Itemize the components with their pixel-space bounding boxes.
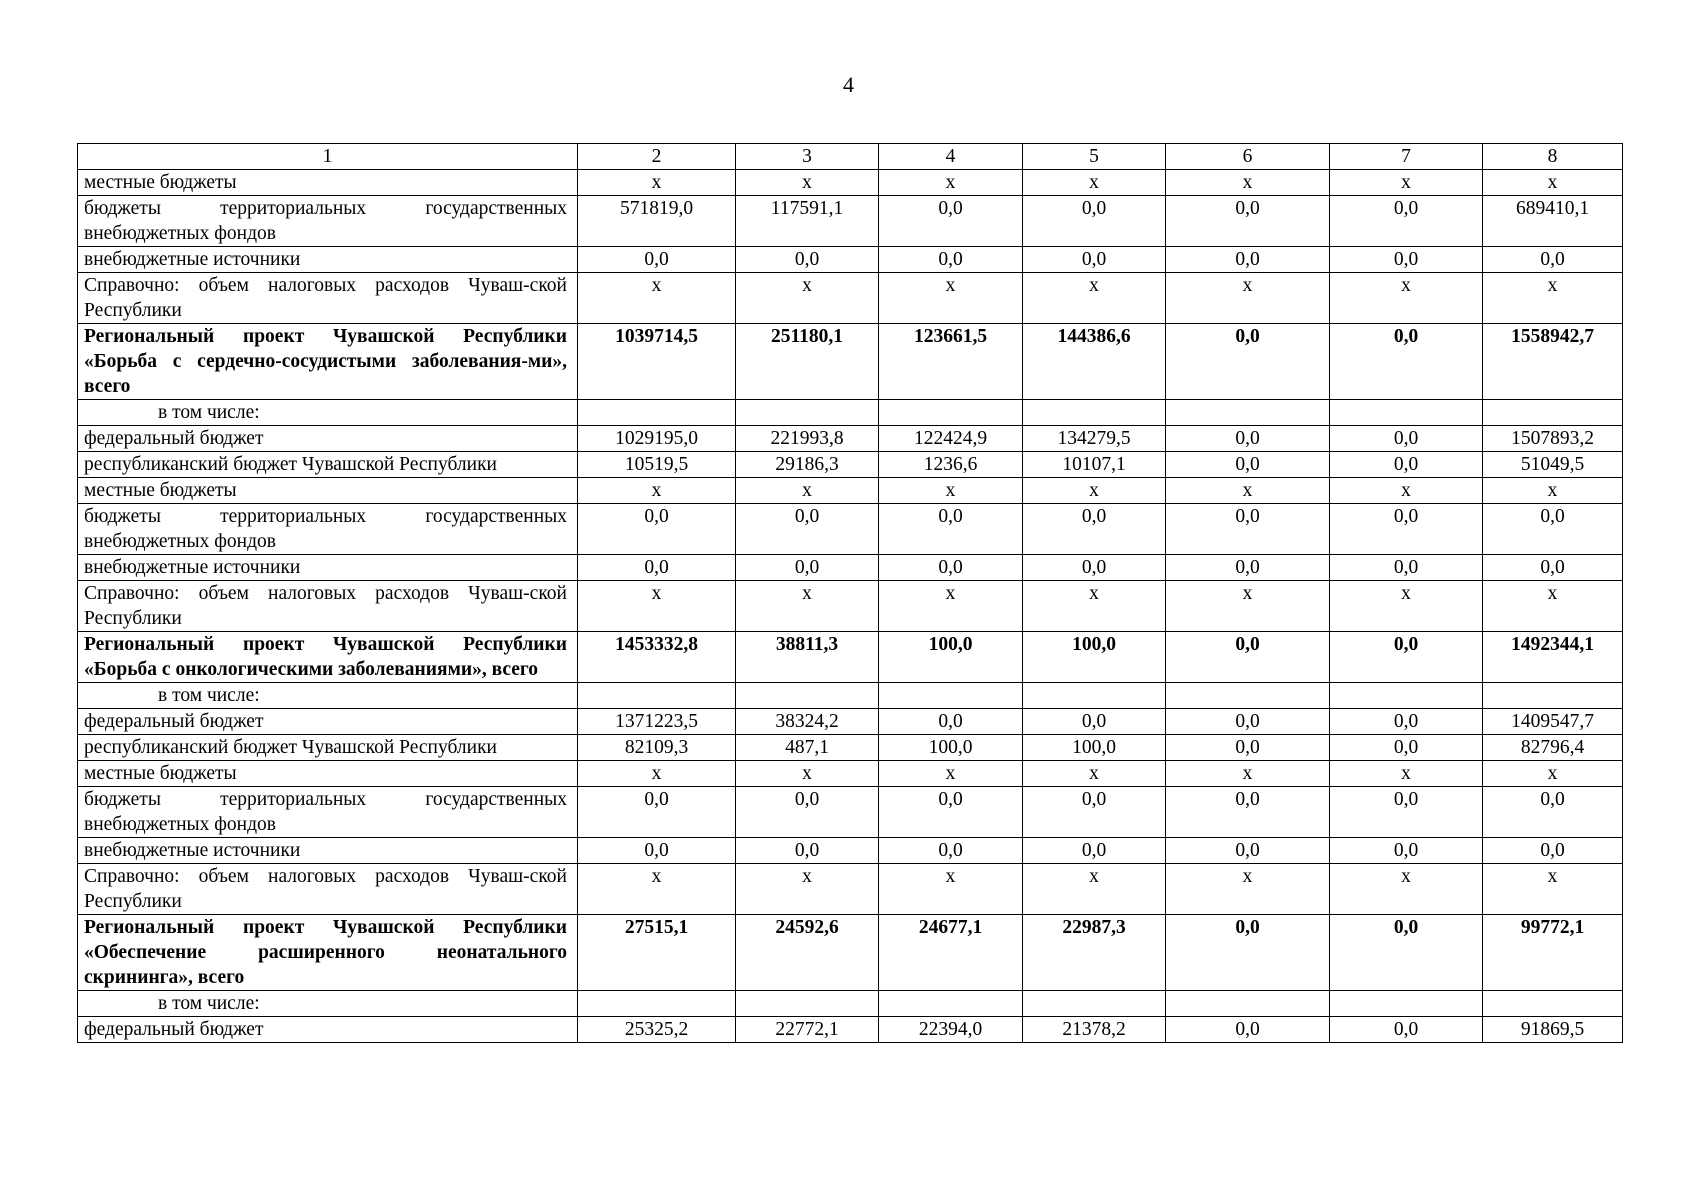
value-cell: 0,0 — [1330, 196, 1483, 247]
value-cell: 0,0 — [1166, 196, 1330, 247]
value-cell: 0,0 — [578, 787, 736, 838]
value-cell: 21378,2 — [1023, 1017, 1166, 1043]
value-cell: 0,0 — [1166, 247, 1330, 273]
value-cell: 0,0 — [1330, 915, 1483, 991]
value-cell: 0,0 — [1330, 452, 1483, 478]
value-cell: 0,0 — [1483, 247, 1623, 273]
value-cell: 0,0 — [1166, 787, 1330, 838]
value-cell: 0,0 — [1166, 735, 1330, 761]
value-cell: 0,0 — [1330, 555, 1483, 581]
value-cell — [1330, 683, 1483, 709]
table-row — [78, 247, 1623, 273]
value-cell: 134279,5 — [1023, 426, 1166, 452]
value-cell: 251180,1 — [736, 324, 879, 400]
value-cell — [1023, 991, 1166, 1017]
value-cell: 0,0 — [736, 247, 879, 273]
row-label: республиканский бюджет Чувашской Республики — [78, 452, 578, 478]
value-cell: x — [1483, 864, 1623, 915]
value-cell: 0,0 — [1330, 324, 1483, 400]
value-cell: x — [1483, 761, 1623, 787]
value-cell — [1483, 400, 1623, 426]
value-cell: x — [1023, 761, 1166, 787]
value-cell: x — [1166, 170, 1330, 196]
row-label: внебюджетные источники — [78, 838, 578, 864]
table-row — [78, 504, 1623, 555]
table-header-row — [78, 144, 1623, 170]
value-cell: 22987,3 — [1023, 915, 1166, 991]
value-cell: 117591,1 — [736, 196, 879, 247]
value-cell: 0,0 — [1166, 504, 1330, 555]
value-cell: 122424,9 — [879, 426, 1023, 452]
table-row — [78, 709, 1623, 735]
value-cell: x — [879, 581, 1023, 632]
value-cell: x — [736, 170, 879, 196]
value-cell: 0,0 — [578, 838, 736, 864]
row-label: Региональный проект Чувашской Республики «Обеспечение расширенного неонатального скрининга», всего — [78, 915, 578, 991]
header-cell: 8 — [1483, 144, 1623, 170]
table-row — [78, 555, 1623, 581]
table-row — [78, 452, 1623, 478]
header-cell: 2 — [578, 144, 736, 170]
value-cell: 0,0 — [879, 247, 1023, 273]
value-cell: 1039714,5 — [578, 324, 736, 400]
table-row — [78, 426, 1623, 452]
value-cell: x — [736, 478, 879, 504]
value-cell: x — [1483, 478, 1623, 504]
subheading-row — [78, 400, 1623, 426]
value-cell: x — [736, 864, 879, 915]
project-total-row — [78, 632, 1623, 683]
value-cell: 0,0 — [1166, 709, 1330, 735]
value-cell — [1483, 683, 1623, 709]
value-cell: x — [736, 761, 879, 787]
project-total-row — [78, 915, 1623, 991]
value-cell — [1483, 991, 1623, 1017]
row-label: Справочно: объем налоговых расходов Чуваш-ской Республики — [78, 864, 578, 915]
value-cell: 24592,6 — [736, 915, 879, 991]
value-cell: 0,0 — [1166, 838, 1330, 864]
value-cell: x — [736, 273, 879, 324]
value-cell: x — [1023, 864, 1166, 915]
value-cell: 100,0 — [1023, 735, 1166, 761]
value-cell: 0,0 — [578, 247, 736, 273]
value-cell: 0,0 — [1330, 426, 1483, 452]
table-row — [78, 1017, 1623, 1043]
value-cell — [1166, 400, 1330, 426]
row-label: местные бюджеты — [78, 761, 578, 787]
value-cell — [879, 400, 1023, 426]
value-cell: x — [879, 273, 1023, 324]
header-cell: 5 — [1023, 144, 1166, 170]
value-cell: 1453332,8 — [578, 632, 736, 683]
row-label: федеральный бюджет — [78, 1017, 578, 1043]
value-cell: 29186,3 — [736, 452, 879, 478]
value-cell: x — [578, 581, 736, 632]
value-cell: 0,0 — [1330, 787, 1483, 838]
value-cell: x — [1166, 273, 1330, 324]
value-cell: 0,0 — [1483, 787, 1623, 838]
value-cell: 10519,5 — [578, 452, 736, 478]
value-cell: 38324,2 — [736, 709, 879, 735]
value-cell — [879, 991, 1023, 1017]
value-cell: 82796,4 — [1483, 735, 1623, 761]
value-cell: 0,0 — [1023, 555, 1166, 581]
value-cell: 91869,5 — [1483, 1017, 1623, 1043]
value-cell: 487,1 — [736, 735, 879, 761]
value-cell: 100,0 — [879, 735, 1023, 761]
value-cell: 1492344,1 — [1483, 632, 1623, 683]
value-cell: 0,0 — [578, 504, 736, 555]
value-cell: 0,0 — [1330, 838, 1483, 864]
table-row — [78, 761, 1623, 787]
subheading-row — [78, 683, 1623, 709]
value-cell: 0,0 — [736, 504, 879, 555]
value-cell: 100,0 — [1023, 632, 1166, 683]
value-cell: 0,0 — [736, 555, 879, 581]
row-label: местные бюджеты — [78, 170, 578, 196]
value-cell: 0,0 — [1023, 709, 1166, 735]
value-cell: x — [879, 864, 1023, 915]
value-cell: 0,0 — [1166, 452, 1330, 478]
value-cell — [1023, 400, 1166, 426]
row-label: бюджеты территориальных государственных внебюджетных фондов — [78, 196, 578, 247]
value-cell: 1409547,7 — [1483, 709, 1623, 735]
row-label: бюджеты территориальных государственных внебюджетных фондов — [78, 504, 578, 555]
value-cell — [1166, 683, 1330, 709]
value-cell: x — [1330, 478, 1483, 504]
value-cell: 0,0 — [1166, 426, 1330, 452]
value-cell — [1330, 400, 1483, 426]
value-cell: x — [1483, 581, 1623, 632]
row-label: в том числе: — [78, 400, 578, 426]
value-cell: 1371223,5 — [578, 709, 736, 735]
table-row — [78, 170, 1623, 196]
value-cell: 51049,5 — [1483, 452, 1623, 478]
value-cell: x — [1166, 581, 1330, 632]
value-cell: 689410,1 — [1483, 196, 1623, 247]
subheading-row — [78, 991, 1623, 1017]
value-cell: x — [578, 170, 736, 196]
value-cell: 99772,1 — [1483, 915, 1623, 991]
value-cell: x — [1483, 273, 1623, 324]
value-cell: 0,0 — [1166, 915, 1330, 991]
table-row — [78, 273, 1623, 324]
value-cell: 0,0 — [1330, 632, 1483, 683]
table-row — [78, 196, 1623, 247]
value-cell: 0,0 — [1330, 709, 1483, 735]
table-row — [78, 581, 1623, 632]
row-label: Справочно: объем налоговых расходов Чуваш-ской Республики — [78, 581, 578, 632]
value-cell: 0,0 — [578, 555, 736, 581]
value-cell: 24677,1 — [879, 915, 1023, 991]
value-cell: 0,0 — [1023, 838, 1166, 864]
value-cell: 100,0 — [879, 632, 1023, 683]
value-cell: x — [1483, 170, 1623, 196]
value-cell: x — [1166, 761, 1330, 787]
value-cell: 221993,8 — [736, 426, 879, 452]
value-cell: 0,0 — [1023, 787, 1166, 838]
value-cell: 0,0 — [736, 838, 879, 864]
row-label: бюджеты территориальных государственных внебюджетных фондов — [78, 787, 578, 838]
budget-table — [77, 143, 1623, 1043]
value-cell: 0,0 — [1166, 1017, 1330, 1043]
value-cell: 0,0 — [879, 787, 1023, 838]
row-label: республиканский бюджет Чувашской Республики — [78, 735, 578, 761]
page-number: 4 — [843, 72, 854, 97]
table-row — [78, 787, 1623, 838]
value-cell: 25325,2 — [578, 1017, 736, 1043]
value-cell: 0,0 — [879, 709, 1023, 735]
value-cell: x — [1330, 581, 1483, 632]
value-cell — [879, 683, 1023, 709]
value-cell: 0,0 — [879, 504, 1023, 555]
value-cell: 0,0 — [1483, 555, 1623, 581]
value-cell: x — [578, 478, 736, 504]
value-cell: 22772,1 — [736, 1017, 879, 1043]
header-cell: 7 — [1330, 144, 1483, 170]
value-cell: 0,0 — [1023, 247, 1166, 273]
row-label: федеральный бюджет — [78, 426, 578, 452]
value-cell: 0,0 — [1023, 196, 1166, 247]
value-cell: 123661,5 — [879, 324, 1023, 400]
value-cell: x — [1330, 761, 1483, 787]
value-cell: x — [879, 170, 1023, 196]
row-label: федеральный бюджет — [78, 709, 578, 735]
value-cell: 27515,1 — [578, 915, 736, 991]
value-cell — [1023, 683, 1166, 709]
row-label: Справочно: объем налоговых расходов Чуваш-ской Республики — [78, 273, 578, 324]
value-cell: 38811,3 — [736, 632, 879, 683]
value-cell: 0,0 — [1483, 838, 1623, 864]
value-cell: x — [736, 581, 879, 632]
value-cell: 0,0 — [1330, 1017, 1483, 1043]
value-cell: 0,0 — [1166, 632, 1330, 683]
row-label: местные бюджеты — [78, 478, 578, 504]
value-cell — [578, 400, 736, 426]
table-row — [78, 864, 1623, 915]
value-cell: x — [1023, 273, 1166, 324]
project-total-row — [78, 324, 1623, 400]
header-cell: 4 — [879, 144, 1023, 170]
value-cell: x — [578, 864, 736, 915]
value-cell: x — [578, 273, 736, 324]
row-label: внебюджетные источники — [78, 555, 578, 581]
value-cell: 0,0 — [879, 555, 1023, 581]
value-cell: 571819,0 — [578, 196, 736, 247]
value-cell: 0,0 — [736, 787, 879, 838]
row-label: в том числе: — [78, 683, 578, 709]
table-row — [78, 478, 1623, 504]
value-cell: 1558942,7 — [1483, 324, 1623, 400]
value-cell: x — [1330, 864, 1483, 915]
value-cell — [1166, 991, 1330, 1017]
value-cell: 0,0 — [1166, 555, 1330, 581]
row-label: Региональный проект Чувашской Республики «Борьба с онкологическими заболеваниями», всего — [78, 632, 578, 683]
value-cell: 0,0 — [1330, 247, 1483, 273]
header-cell: 3 — [736, 144, 879, 170]
value-cell: x — [1330, 273, 1483, 324]
table-row — [78, 735, 1623, 761]
header-cell: 1 — [78, 144, 578, 170]
value-cell: x — [879, 761, 1023, 787]
value-cell: 1029195,0 — [578, 426, 736, 452]
value-cell — [1330, 991, 1483, 1017]
value-cell: 0,0 — [1023, 504, 1166, 555]
value-cell — [736, 991, 879, 1017]
value-cell: x — [1166, 864, 1330, 915]
value-cell: 1507893,2 — [1483, 426, 1623, 452]
table-body — [78, 144, 1623, 1043]
value-cell: 0,0 — [1483, 504, 1623, 555]
value-cell: x — [879, 478, 1023, 504]
value-cell: 0,0 — [1330, 504, 1483, 555]
value-cell: x — [1023, 170, 1166, 196]
value-cell: 1236,6 — [879, 452, 1023, 478]
table-row — [78, 838, 1623, 864]
value-cell: 0,0 — [879, 838, 1023, 864]
value-cell: 0,0 — [1166, 324, 1330, 400]
value-cell — [736, 400, 879, 426]
value-cell: 0,0 — [1330, 735, 1483, 761]
value-cell: 0,0 — [879, 196, 1023, 247]
value-cell: 10107,1 — [1023, 452, 1166, 478]
row-label: в том числе: — [78, 991, 578, 1017]
value-cell: 22394,0 — [879, 1017, 1023, 1043]
value-cell: x — [1023, 581, 1166, 632]
value-cell: x — [1023, 478, 1166, 504]
value-cell: x — [1330, 170, 1483, 196]
value-cell: 82109,3 — [578, 735, 736, 761]
value-cell: 144386,6 — [1023, 324, 1166, 400]
value-cell — [578, 683, 736, 709]
row-label: внебюджетные источники — [78, 247, 578, 273]
value-cell — [736, 683, 879, 709]
value-cell: x — [1166, 478, 1330, 504]
header-cell: 6 — [1166, 144, 1330, 170]
row-label: Региональный проект Чувашской Республики «Борьба с сердечно-сосудистыми заболевания-ми», всего — [78, 324, 578, 400]
value-cell: x — [578, 761, 736, 787]
value-cell — [578, 991, 736, 1017]
